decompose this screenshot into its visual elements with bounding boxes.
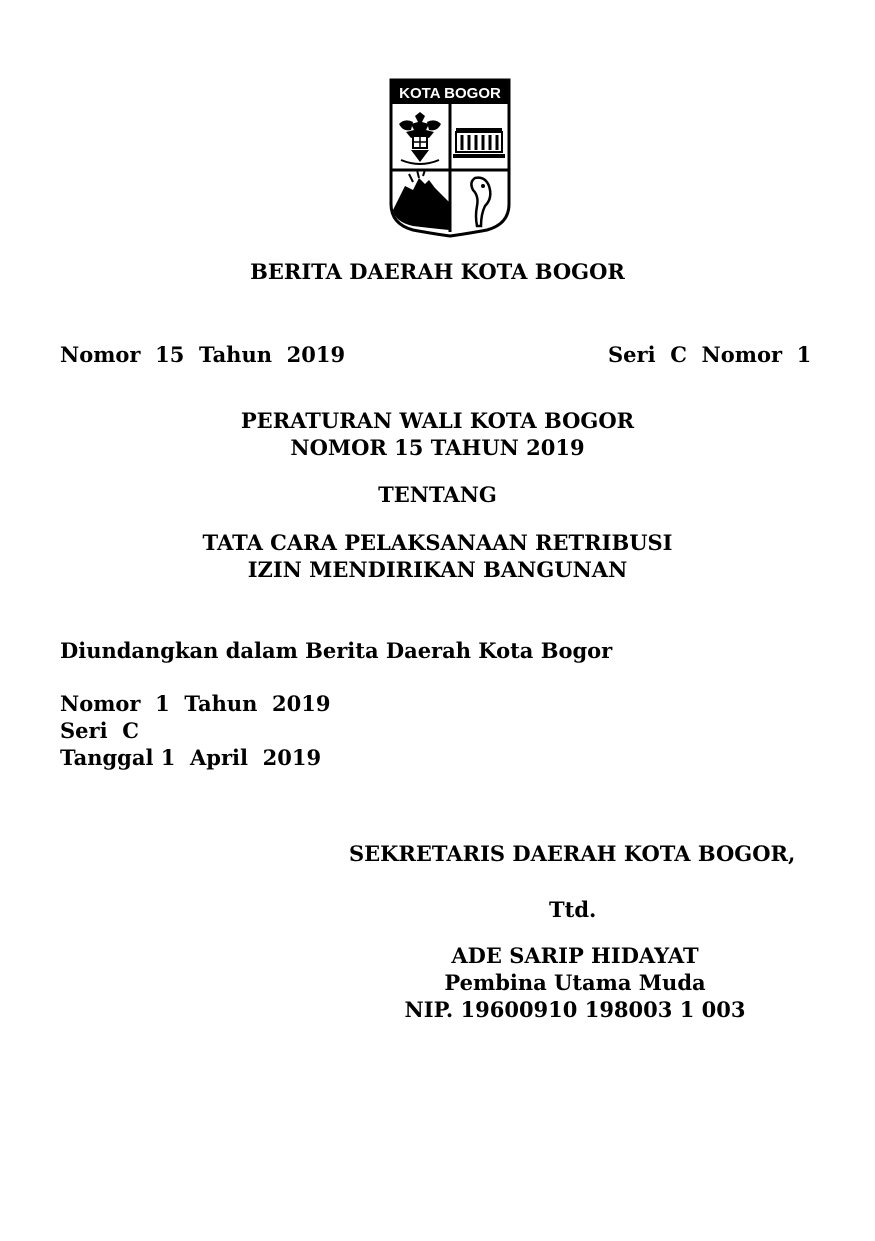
promulgation-series: Seri C	[60, 718, 139, 743]
signature-mark: Ttd.	[549, 897, 597, 922]
kota-bogor-emblem	[389, 78, 511, 238]
page-title: BERITA DAERAH KOTA BOGOR	[250, 259, 625, 284]
promulgation-number: Nomor 1 Tahun 2019	[60, 691, 331, 716]
signatory-rank: Pembina Utama Muda	[444, 970, 706, 995]
promulgation-intro: Diundangkan dalam Berita Daerah Kota Bogor	[60, 638, 613, 663]
issue-series: Seri C Nomor 1	[608, 342, 812, 367]
regulation-title: PERATURAN WALI KOTA BOGOR	[240, 408, 635, 433]
signatory-position: SEKRETARIS DAERAH KOTA BOGOR,	[349, 841, 796, 866]
regulation-number: NOMOR 15 TAHUN 2019	[290, 435, 585, 460]
emblem-text: KOTA BOGOR	[399, 85, 501, 102]
issue-number: Nomor 15 Tahun 2019	[60, 342, 346, 367]
promulgation-date: Tanggal 1 April 2019	[60, 745, 322, 770]
regulation-subject-line1: TATA CARA PELAKSANAAN RETRIBUSI	[202, 530, 673, 555]
signatory-nip: NIP. 19600910 198003 1 003	[404, 997, 746, 1022]
regulation-about: TENTANG	[378, 482, 497, 507]
regulation-subject-line2: IZIN MENDIRIKAN BANGUNAN	[247, 557, 628, 582]
signatory-name: ADE SARIP HIDAYAT	[451, 943, 699, 968]
